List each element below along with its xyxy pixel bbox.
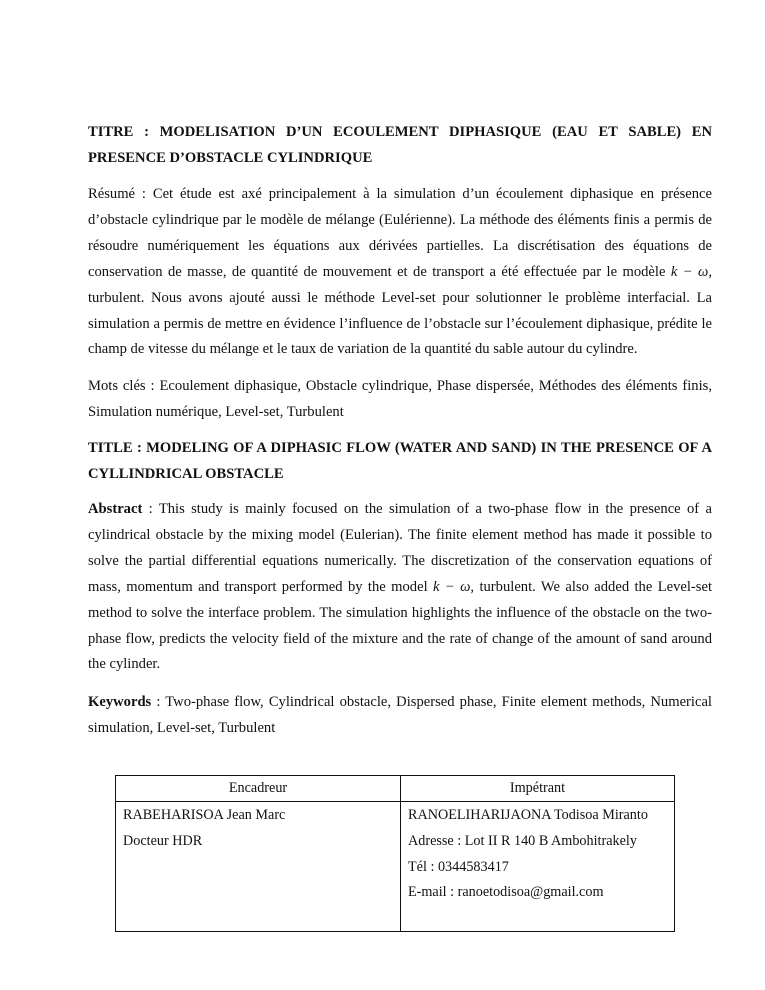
french-abstract: [88, 182, 712, 363]
supervisor-name: RABEHARISOA Jean Marc: [123, 807, 286, 823]
supervisor-title: Docteur HDR: [123, 832, 203, 849]
french-abstract-text-end: , turbulent. Nous avons ajouté aussi le méthode Level-set pour solutionner le problème interfacial. La simulation a permis de mettre en évidence l’influence de l’obstacle sur l’écoulement diphasique, prédite le champ de vitesse du mélange et le taux de variation de la quantité du sable autour du cylindre.: [88, 263, 712, 358]
abstract-label: Abstract: [88, 501, 143, 517]
english-abstract: [88, 497, 712, 678]
k-omega-formula: k − ω: [670, 263, 709, 280]
student-phone: Tél : 0344583417: [408, 858, 509, 875]
header-impetrant: Impétrant: [401, 776, 675, 802]
student-name: RANOELIHARIJAONA Todisoa Miranto: [408, 807, 648, 823]
english-abstract-text-end: , turbulent. We also added the Level-set method to solve the interface problem. The simulation highlights the influence of the obstacle on the two-phase flow, predicts the velocity field of the mixture and the rate of change of the amount of sand around the cylinder.: [88, 578, 713, 673]
keywords-text: : Two-phase flow, Cylindrical obstacle, Dispersed phase, Finite element methods, Numerical simulation, Level-set, Turbulent: [88, 694, 712, 736]
contact-table: [115, 775, 675, 932]
french-keywords: Mots clés : Ecoulement diphasique, Obstacle cylindrique, Phase dispersée, Méthodes des éléments finis, Simulation numérique, Level-set, Turbulent: [88, 378, 712, 420]
student-email: E-mail : ranoetodisoa@gmail.com: [408, 884, 604, 901]
french-abstract-text: Résumé : Cet étude est axé principalement à la simulation d’un écoulement diphasique en présence d’obstacle cylindrique par le modèle de mélange (Eulérienne). La méthode des éléments finis a permis de résoudre numériquement les équations aux dérivées partielles. La discrétisation des équations de conservation de masse, de quantité de mouvement et de transport a été effectuée par le modèle: [88, 186, 712, 280]
encadreur-cell: [116, 802, 401, 932]
student-address: Adresse : Lot II R 140 B Ambohitrakely: [408, 832, 637, 849]
french-title: TITRE : MODELISATION D’UN ECOULEMENT DIPHASIQUE (EAU ET SABLE) EN PRESENCE D’OBSTACLE CYLINDRIQUE: [88, 124, 712, 166]
k-omega-formula: k − ω: [433, 578, 471, 595]
english-abstract-text: : This study is mainly focused on the simulation of a two-phase flow in the presence of a cylindrical obstacle by the mixing model (Eulerian). The finite element method has made it possible to solve the partial differential equations numerically. The discretization of the conservation equations of mass, momentum and transport performed by the model: [88, 501, 712, 595]
table-header-row: [116, 776, 675, 802]
english-keywords: [88, 690, 712, 742]
english-title: TITLE : MODELING OF A DIPHASIC FLOW (WATER AND SAND) IN THE PRESENCE OF A CYLLINDRICAL OBSTACLE: [88, 440, 712, 482]
header-encadreur: Encadreur: [116, 776, 401, 802]
impetrant-cell: [401, 802, 675, 932]
table-row: [116, 802, 675, 932]
keywords-label: Keywords: [88, 694, 152, 710]
